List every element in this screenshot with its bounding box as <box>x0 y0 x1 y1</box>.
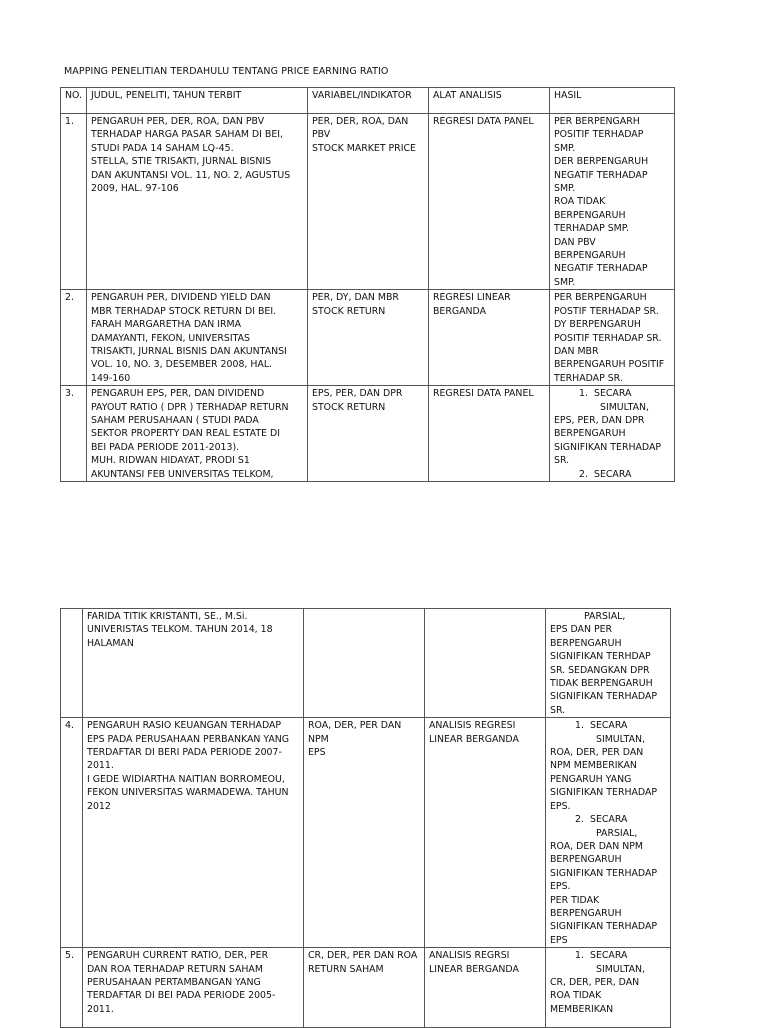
list-number: 1. <box>575 950 584 962</box>
cell-hasil-line: EPS DAN PER <box>550 624 613 636</box>
cell-hasil-line: EPS, PER, DAN DPR <box>554 414 645 426</box>
header-variabel: VARIABEL/INDIKATOR <box>308 88 429 114</box>
table-row <box>61 609 671 718</box>
list-number: 1. <box>575 720 584 732</box>
cell-hasil-line: SR. <box>550 704 566 716</box>
cell-judul <box>87 386 308 482</box>
cell-hasil <box>546 948 671 1028</box>
cell-hasil-line <box>550 719 666 732</box>
cell-hasil-line: TERHADAP SR. <box>554 372 623 384</box>
cell-hasil-line: BERPENGARUH <box>554 209 626 221</box>
cell-variabel <box>304 948 425 1028</box>
cell-judul-line: DAN AKUNTANSI VOL. 11, NO. 2, AGUSTUS <box>91 169 291 181</box>
cell-variabel-line: ROA, DER, PER DAN <box>308 720 402 732</box>
cell-variabel-line: EPS, PER, DAN DPR <box>312 388 403 400</box>
table-row <box>61 290 675 386</box>
cell-alat-line: REGRESI DATA PANEL <box>433 388 534 400</box>
cell-variabel-line: NPM <box>308 733 329 745</box>
cell-hasil-line <box>550 949 666 962</box>
cell-hasil-line: POSITIF TERHADAP SR. <box>554 332 662 344</box>
cell-hasil-line: SR. <box>554 455 570 467</box>
cell-hasil-line <box>554 387 670 400</box>
cell-variabel <box>308 290 429 386</box>
cell-hasil-line: TERHADAP SMP. <box>554 223 629 235</box>
page-title: MAPPING PENELITIAN TERDAHULU TENTANG PRICE EARNING RATIO <box>64 66 389 77</box>
cell-alat <box>425 718 546 948</box>
cell-judul-line: PERUSAHAAN PERTAMBANGAN YANG <box>87 976 261 988</box>
cell-judul-line: SEKTOR PROPERTY DAN REAL ESTATE DI <box>91 428 280 440</box>
cell-hasil <box>546 718 671 948</box>
cell-hasil-line: SIMULTAN, <box>596 733 646 745</box>
cell-hasil-line: NPM MEMBERIKAN <box>550 760 637 772</box>
cell-judul-line: BEI PADA PERIODE 2011-2013). <box>91 441 240 453</box>
cell-hasil-line: SIGNIFIKAN TERHADAP <box>550 787 658 799</box>
cell-judul-line: PENGARUH EPS, PER, DAN DIVIDEND <box>91 388 265 400</box>
header-judul: JUDUL, PENELITI, TAHUN TERBIT <box>87 88 308 114</box>
cell-judul-line: HALAMAN <box>87 637 134 649</box>
cell-judul <box>83 948 304 1028</box>
cell-judul <box>83 718 304 948</box>
cell-judul-line: PENGARUH PER, DER, ROA, DAN PBV <box>91 116 265 127</box>
cell-hasil-line: SMP. <box>554 142 576 154</box>
table-row <box>61 114 675 290</box>
table-row <box>61 718 671 948</box>
cell-hasil-line: EPS. <box>550 800 571 812</box>
cell-hasil-line: SMP. <box>554 276 576 288</box>
cell-judul-line: TERDAFTAR DI BERI PADA PERIODE 2007- <box>87 747 282 759</box>
cell-hasil-line: ROA TIDAK <box>554 196 606 208</box>
cell-judul <box>87 114 308 290</box>
cell-hasil-line <box>550 813 666 826</box>
cell-alat-line: ANALISIS REGRESI <box>429 720 516 732</box>
cell-judul-line: 2012 <box>87 800 111 812</box>
cell-variabel-line: STOCK RETURN <box>312 305 386 317</box>
cell-alat <box>429 386 550 482</box>
cell-hasil-line: PENGARUH YANG <box>550 773 632 785</box>
list-text: SECARA <box>594 388 632 400</box>
cell-hasil-line: SIGNIFIKAN TERHADAP <box>550 921 658 933</box>
cell-hasil-line: PARSIAL, <box>596 827 638 839</box>
table-row <box>61 948 671 1028</box>
cell-hasil-line: NEGATIF TERHADAP <box>554 263 648 275</box>
cell-judul-line: I GEDE WIDIARTHA NAITIAN BORROMEOU, <box>87 773 285 785</box>
cell-no: 4. <box>61 718 83 948</box>
cell-hasil-line: CR, DER, PER, DAN <box>550 976 640 988</box>
header-hasil: HASIL <box>550 88 675 114</box>
cell-alat-line: BERGANDA <box>433 305 487 317</box>
cell-variabel <box>304 718 425 948</box>
cell-variabel-line: CR, DER, PER DAN ROA <box>308 950 418 962</box>
cell-judul-line: 2009, HAL. 97-106 <box>91 183 179 195</box>
list-text: SECARA <box>594 468 632 480</box>
cell-judul-line: AKUNTANSI FEB UNIVERSITAS TELKOM, <box>91 468 274 480</box>
cell-hasil-line: DER BERPENGARUH <box>554 156 649 168</box>
cell-hasil-line: POSTIF TERHADAP SR. <box>554 305 659 317</box>
cell-judul-line: PAYOUT RATIO ( DPR ) TERHADAP RETURN <box>91 401 289 413</box>
cell-hasil-line: SIGNIFIKAN TERHADAP <box>550 867 658 879</box>
cell-hasil-line: EPS. <box>550 881 571 893</box>
cell-judul-line: MBR TERHADAP STOCK RETURN DI BEI. <box>91 305 277 317</box>
research-table-part-1 <box>60 87 675 482</box>
cell-judul-line: DAMAYANTI, FEKON, UNIVERSITAS <box>91 332 250 344</box>
cell-hasil-line: EPS <box>550 934 568 946</box>
cell-hasil-line: MEMBERIKAN <box>550 1003 614 1015</box>
cell-alat <box>429 290 550 386</box>
cell-judul-line: STELLA, STIE TRISAKTI, JURNAL BISNIS <box>91 156 272 168</box>
cell-variabel-line: PBV <box>312 129 331 141</box>
cell-hasil-line: ROA, DER DAN NPM <box>550 840 643 852</box>
cell-hasil-line: PER BERPENGARH <box>554 116 640 127</box>
cell-hasil-line: SR. SEDANGKAN DPR <box>550 664 650 676</box>
cell-judul-line: 149-160 <box>91 372 131 384</box>
cell-alat-line: LINEAR BERGANDA <box>429 963 519 975</box>
list-text: SECARA <box>590 720 628 732</box>
cell-alat-line: REGRESI DATA PANEL <box>433 116 534 127</box>
cell-judul-line: STUDI PADA 14 SAHAM LQ-45. <box>91 142 234 154</box>
cell-judul <box>87 290 308 386</box>
cell-hasil-line: POSITIF TERHADAP <box>554 129 644 141</box>
cell-alat <box>429 114 550 290</box>
table-row <box>61 386 675 482</box>
cell-judul-line: UNIVERISTAS TELKOM. TAHUN 2014, 18 <box>87 624 273 636</box>
cell-alat-line: LINEAR BERGANDA <box>429 733 519 745</box>
cell-hasil <box>550 290 675 386</box>
cell-variabel-line: RETURN SAHAM <box>308 963 384 975</box>
cell-hasil <box>550 386 675 482</box>
list-text: SECARA <box>590 814 628 826</box>
cell-hasil-line: SIMULTAN, <box>596 963 646 975</box>
cell-judul-line: TERHADAP HARGA PASAR SAHAM DI BEI, <box>91 129 283 141</box>
list-number: 2. <box>579 468 588 480</box>
cell-hasil-line: PARSIAL, <box>584 611 626 622</box>
cell-alat-line: ANALISIS REGRSI <box>429 950 510 962</box>
cell-hasil <box>546 609 671 718</box>
cell-hasil-line: ROA, DER, PER DAN <box>550 747 644 759</box>
cell-judul-line: TRISAKTI, JURNAL BISNIS DAN AKUNTANSI <box>91 345 287 357</box>
cell-judul-line: PENGARUH RASIO KEUANGAN TERHADAP <box>87 720 282 732</box>
cell-judul <box>83 609 304 718</box>
list-text: SECARA <box>590 950 628 962</box>
cell-hasil-line: NEGATIF TERHADAP <box>554 169 648 181</box>
cell-hasil-line: PER BERPENGARUH <box>554 292 647 304</box>
cell-hasil-line: BERPENGARUH <box>550 854 622 866</box>
cell-judul-line: PENGARUH CURRENT RATIO, DER, PER <box>87 950 269 962</box>
cell-hasil-line: ROA TIDAK <box>550 990 602 1002</box>
cell-no: 5. <box>61 948 83 1028</box>
cell-no: 3. <box>61 386 87 482</box>
cell-judul-line: MUH. RIDWAN HIDAYAT, PRODI S1 <box>91 455 250 467</box>
cell-hasil-line: BERPENGARUH <box>550 907 622 919</box>
cell-judul-line: 2011. <box>87 1003 114 1015</box>
table-header-row <box>61 88 675 114</box>
cell-alat <box>425 948 546 1028</box>
cell-judul-line: 2011. <box>87 760 114 772</box>
cell-judul-line: SAHAM PERUSAHAAN ( STUDI PADA <box>91 414 259 426</box>
cell-no: 1. <box>61 114 87 290</box>
cell-judul-line: PENGARUH PER, DIVIDEND YIELD DAN <box>91 292 271 304</box>
header-no: NO. <box>61 88 87 114</box>
cell-hasil-line: SIGNIFIKAN TERHDAP <box>550 651 651 663</box>
cell-hasil <box>550 114 675 290</box>
cell-judul-line: VOL. 10, NO. 3, DESEMBER 2008, HAL. <box>91 359 273 371</box>
cell-variabel-line: STOCK MARKET PRICE <box>312 142 416 154</box>
cell-hasil-line: BERPENGARUH POSITIF <box>554 359 665 371</box>
cell-alat <box>425 609 546 718</box>
cell-hasil-line: SIMULTAN, <box>600 401 650 413</box>
list-number: 1. <box>579 388 588 400</box>
cell-variabel-line: STOCK RETURN <box>312 401 386 413</box>
cell-variabel-line: EPS <box>308 747 326 759</box>
cell-hasil-line: BERPENGARUH <box>554 428 626 440</box>
header-alat: ALAT ANALISIS <box>429 88 550 114</box>
cell-hasil-line: SIGNIFIKAN TERHADAP <box>554 441 662 453</box>
cell-hasil-line: TIDAK BERPENGARUH <box>550 678 653 690</box>
cell-hasil-line: DAN MBR <box>554 345 599 357</box>
cell-hasil-line: SMP. <box>554 183 576 195</box>
cell-variabel-line: PER, DER, ROA, DAN <box>312 116 409 127</box>
cell-hasil-line: DY BERPENGARUH <box>554 319 641 331</box>
cell-variabel <box>304 609 425 718</box>
cell-judul-line: EPS PADA PERUSAHAAN PERBANKAN YANG <box>87 733 290 745</box>
cell-variabel <box>308 386 429 482</box>
cell-judul-line: FARAH MARGARETHA DAN IRMA <box>91 319 242 331</box>
list-number: 2. <box>575 814 584 826</box>
cell-judul-line: TERDAFTAR DI BEI PADA PERIODE 2005- <box>87 990 276 1002</box>
cell-hasil-line: SIGNIFIKAN TERHADAP <box>550 691 658 703</box>
cell-alat-line: REGRESI LINEAR <box>433 292 511 304</box>
cell-variabel-line: PER, DY, DAN MBR <box>312 292 399 304</box>
cell-no: 2. <box>61 290 87 386</box>
cell-hasil-line: DAN PBV <box>554 236 596 248</box>
cell-judul-line: DAN ROA TERHADAP RETURN SAHAM <box>87 963 263 975</box>
cell-hasil-line: PER TIDAK <box>550 894 600 906</box>
cell-hasil-line <box>554 468 670 481</box>
cell-hasil-line: BERPENGARUH <box>550 637 622 649</box>
cell-judul-line: FEKON UNIVERSITAS WARMADEWA. TAHUN <box>87 787 289 799</box>
research-table-part-2 <box>60 608 671 1028</box>
cell-judul-line: FARIDA TITIK KRISTANTI, SE., M.Si. <box>87 611 248 622</box>
cell-variabel <box>308 114 429 290</box>
cell-hasil-line: BERPENGARUH <box>554 250 626 262</box>
cell-no <box>61 609 83 718</box>
